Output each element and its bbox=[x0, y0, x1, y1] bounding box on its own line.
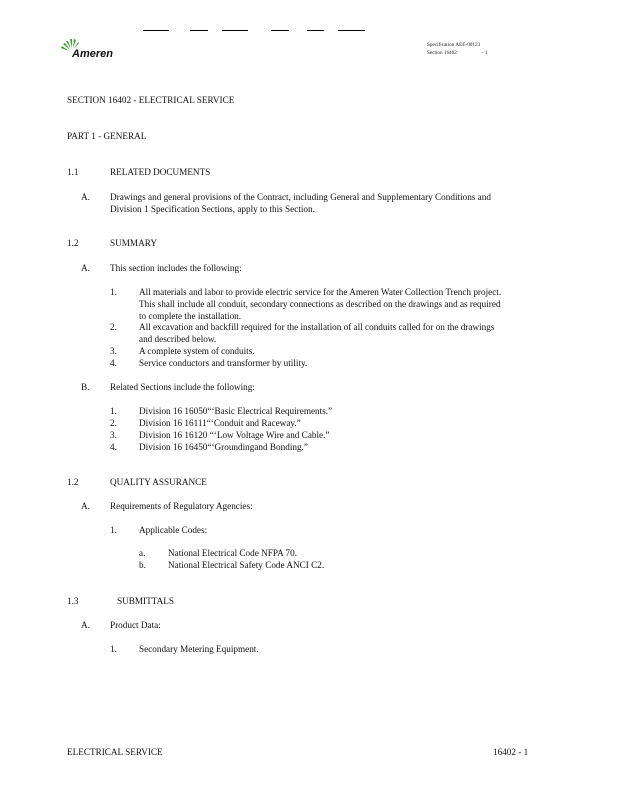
list-number: 3. bbox=[110, 346, 117, 356]
list-number: 2. bbox=[110, 322, 117, 332]
article-number: 1.3 bbox=[67, 596, 79, 606]
list-item-line: Secondary Metering Equipment. bbox=[139, 644, 259, 654]
header-rule bbox=[143, 30, 169, 31]
header-rule bbox=[190, 30, 208, 31]
footer-title: ELECTRICAL SERVICE bbox=[67, 747, 163, 757]
list-item-line: Division 16 16050“‘Basic Electrical Requirements.” bbox=[139, 406, 333, 416]
paragraph-letter: A. bbox=[81, 501, 90, 511]
sub-list-letter: a. bbox=[139, 548, 146, 558]
list-number: 1. bbox=[110, 644, 117, 654]
article-number: 1.1 bbox=[67, 167, 79, 177]
list-number: 4. bbox=[110, 358, 117, 368]
sub-list-item: National Electrical Safety Code ANCI C2. bbox=[168, 560, 325, 570]
paragraph-line: Related Sections include the following: bbox=[110, 382, 255, 392]
list-number: 1. bbox=[110, 525, 117, 535]
section-title: SECTION 16402 - ELECTRICAL SERVICE bbox=[67, 95, 235, 105]
list-item-line: All excavation and backfill required for the installation of all conduits called for on the drawings bbox=[139, 322, 495, 332]
paragraph-line: Requirements of Regulatory Agencies: bbox=[110, 501, 253, 511]
sub-list-item: National Electrical Code NFPA 70. bbox=[168, 548, 298, 558]
header-rule bbox=[222, 30, 248, 31]
list-item-line: Division 16 16120 “‘Low Voltage Wire and Cable.” bbox=[139, 430, 330, 440]
article-title: SUBMITTALS bbox=[117, 596, 174, 606]
list-item-line: and described below. bbox=[139, 334, 217, 344]
article-number: 1.2 bbox=[67, 477, 79, 487]
list-item-line: All materials and labor to provide electric service for the Ameren Water Collection Trench project. bbox=[139, 287, 502, 297]
list-item-line: Service conductors and transformer by utility. bbox=[139, 358, 308, 368]
article-number: 1.2 bbox=[67, 238, 79, 248]
page-marker: - 1 bbox=[482, 50, 488, 56]
sub-list-letter: b. bbox=[139, 560, 146, 570]
list-item-line: This shall include all conduit, secondary connections as described on the drawings and as required bbox=[139, 299, 501, 309]
section-number: Section 16402 bbox=[427, 50, 457, 56]
list-item-line: Division 16 16111“‘Conduit and Raceway.” bbox=[139, 418, 301, 428]
paragraph-letter: B. bbox=[81, 382, 90, 392]
logo-text: Ameren bbox=[72, 48, 113, 60]
paragraph-letter: A. bbox=[81, 192, 90, 202]
part-title: PART 1 - GENERAL bbox=[67, 131, 147, 141]
list-number: 2. bbox=[110, 418, 117, 428]
header-rule bbox=[271, 30, 289, 31]
article-title: QUALITY ASSURANCE bbox=[110, 477, 207, 487]
spec-number: Specification AEE-00123 bbox=[427, 42, 481, 48]
footer-page-number: 16402 - 1 bbox=[493, 747, 529, 757]
header-rule bbox=[307, 30, 324, 31]
list-item-line: to complete the installation. bbox=[139, 311, 242, 321]
article-title: SUMMARY bbox=[110, 238, 157, 248]
header-rule bbox=[338, 30, 365, 31]
paragraph-letter: A. bbox=[81, 620, 90, 630]
list-number: 3. bbox=[110, 430, 117, 440]
paragraph-line: Product Data: bbox=[110, 620, 161, 630]
paragraph-line: Drawings and general provisions of the Contract, including General and Supplementary Conditions and bbox=[110, 192, 491, 202]
list-number: 1. bbox=[110, 406, 117, 416]
list-number: 4. bbox=[110, 442, 117, 452]
list-item-line: A complete system of conduits. bbox=[139, 346, 255, 356]
list-item-line: Division 16 16450“‘Groundingand Bonding.” bbox=[139, 442, 308, 452]
paragraph-line: Division 1 Specification Sections, apply to this Section. bbox=[110, 204, 315, 214]
article-title: RELATED DOCUMENTS bbox=[110, 167, 211, 177]
list-item-line: Applicable Codes: bbox=[139, 525, 208, 535]
paragraph-line: This section includes the following: bbox=[110, 263, 242, 273]
list-number: 1. bbox=[110, 287, 117, 297]
paragraph-letter: A. bbox=[81, 263, 90, 273]
